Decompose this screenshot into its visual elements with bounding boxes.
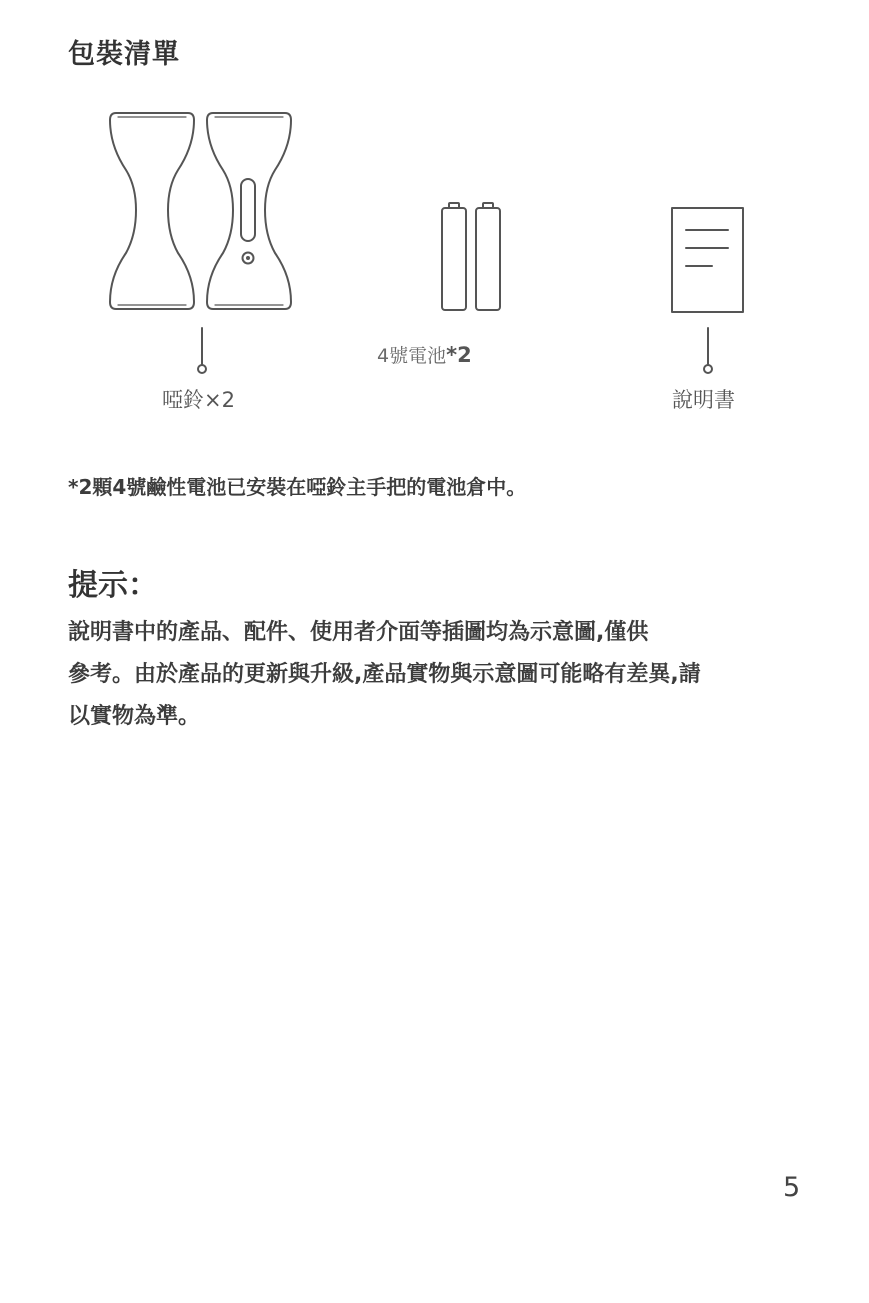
tips-line: 說明書中的產品、配件、使用者介面等插圖均為示意圖,僅供 [68, 620, 649, 645]
battery-quantity: *2 [446, 343, 472, 367]
dumbbell-name: 啞鈴 [162, 388, 204, 412]
page-title: 包裝清單 [68, 39, 180, 70]
battery-footnote: *2顆4號鹼性電池已安裝在啞鈴主手把的電池倉中。 [68, 475, 527, 499]
battery-label [377, 341, 472, 368]
dumbbell-left-icon [110, 113, 194, 309]
aa-battery-pair-icon [442, 203, 500, 310]
dumbbell-right-icon [207, 113, 291, 309]
page-number: 5 [783, 1172, 801, 1203]
battery-name: 4號電池 [377, 345, 447, 367]
tips-line: 參考。由於產品的更新與升級,產品實物與示意圖可能略有差異,請 [68, 662, 701, 687]
dumbbell-pair-icon [110, 113, 291, 373]
dumbbell-quantity: ×2 [204, 388, 235, 412]
manual-label: 說明書 [672, 388, 735, 412]
battery-left-icon [442, 208, 466, 310]
tips-line: 以實物為準。 [68, 704, 201, 729]
battery-compartment-icon [241, 179, 255, 241]
dumbbell-label [162, 384, 235, 414]
tips-heading: 提示： [68, 568, 158, 603]
battery-right-icon [476, 208, 500, 310]
package-contents-illustration [0, 0, 869, 460]
tips-body [68, 612, 798, 738]
manual-document-icon [672, 208, 743, 373]
